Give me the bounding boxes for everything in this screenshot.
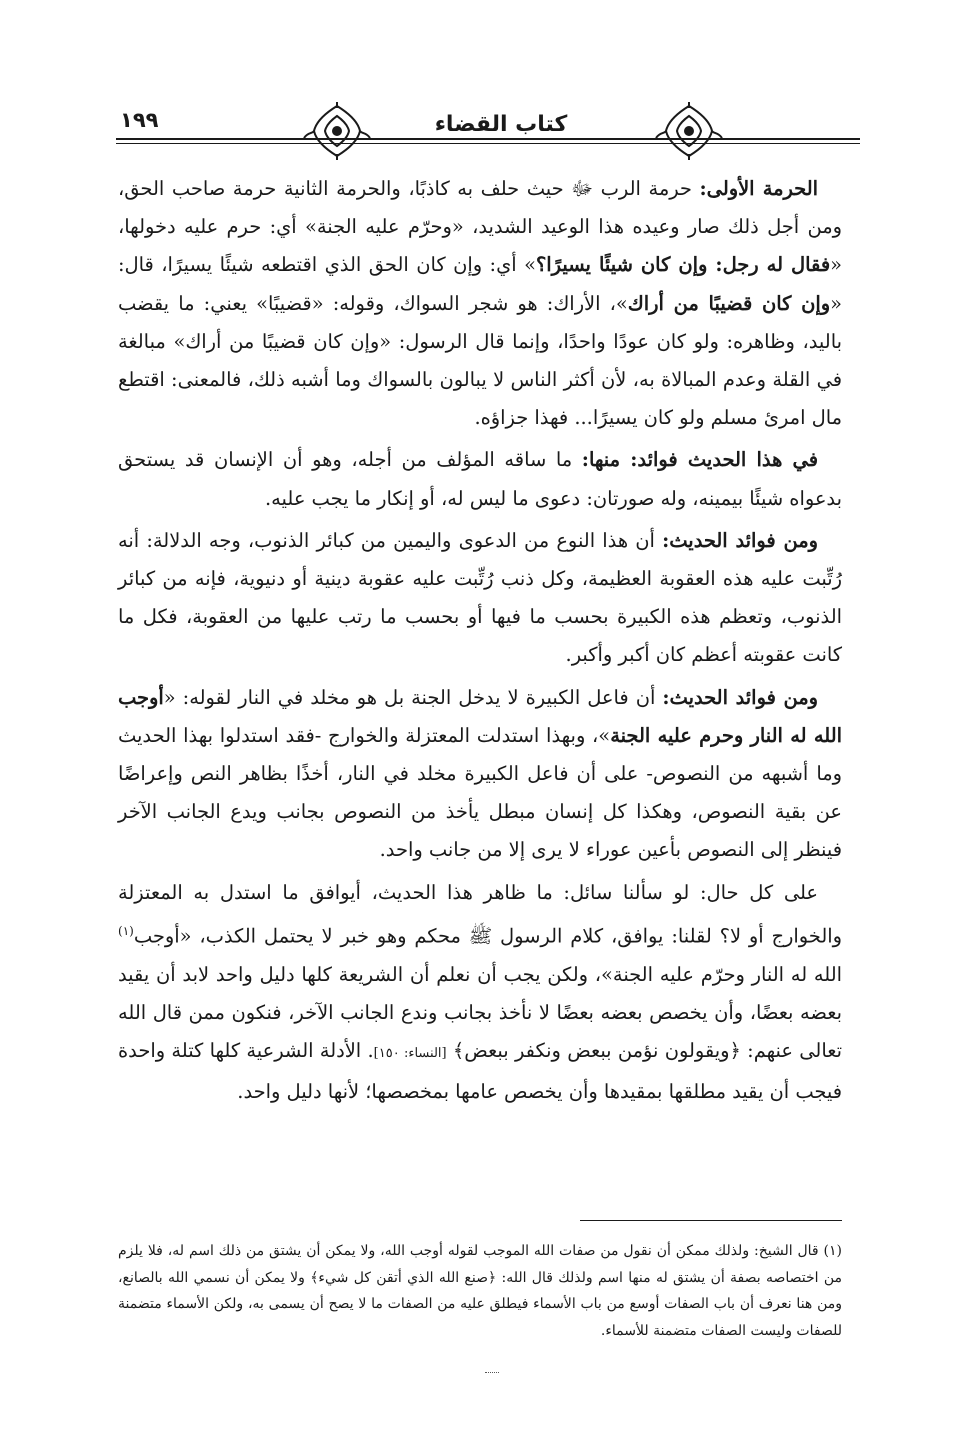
- paragraph-text: حرمة الرب ﷻ حيث حلف به كاذبًا، والحرمة الثانية حرمة صاحب الحق، ومن أجل ذلك صار وعيده هذا الوعيد الشديد، «وحرّم عليه الجنة» أي: حرم عليه دخولها، «: [118, 177, 842, 277]
- quran-reference: [النساء: ١٥٠]: [373, 1045, 447, 1061]
- paragraph-lead: ومن فوائد الحديث:: [662, 685, 818, 709]
- footnotes: [118, 1238, 842, 1344]
- page-bottom-mark: [485, 1372, 499, 1375]
- main-text: [118, 170, 842, 1115]
- paragraph-text: » أي: وإن كان الحق الذي اقتطعه شيئًا يسيرًا، قال: «: [118, 253, 842, 315]
- paragraph-text: الله له النار وحرّم عليه الجنة»، ولكن يجب أن نعلم أن الشريعة كلها دليل واحد لابد أن يقيد بعضه بعضًا، وأن يخصص بعضه بعضًا لا نأخذ بجانب وندع الجانب الآخر، فنكون ممن قال الله تعالى عنهم: ﴿ويقولون نؤمن ببعض ونكفر ببعض﴾: [118, 962, 843, 1062]
- paragraph-lead: في هذا الحديث فوائد: منها:: [581, 448, 818, 472]
- paragraph: [118, 170, 842, 437]
- paragraph-text: أن هذا النوع من الدعوى واليمين من كبائر الذنوب، وجه الدلالة: أنه رُتِّبت عليه هذه العقوبة العظيمة، وكل ذنب رُتِّبت عليه عقوبة دينية أو دنيوية، فإنه من كبائر الذنوب، وتعظم هذه الكبيرة بحسب ما فيها أو بحسب ما رتب عليها من العقوبة، فكل ما كانت عقوبته أعظم كان أكبر وأكبر.: [118, 528, 842, 667]
- paragraph-lead: الحرمة الأولى:: [699, 177, 818, 200]
- paragraph-text: »، وبهذا استدلت المعتزلة والخوارج -فقد استدلوا بهذا الحديث وما أشبهه من النصوص- على أن فاعل الكبيرة مخلد في النار، أخذًا بظاهر النص وإعراضًا عن بقية النصوص، وهكذا كل إنسان مبطل يأخذ من النصوص بجانب ويدع الجانب الآخر فينظر إلى النصوص بأعين عوراء لا يرى إلا من جانب واحد.: [118, 723, 842, 862]
- hadith-quote: وإن كان قضيبًا من أراك: [627, 291, 831, 315]
- paragraph: [118, 874, 842, 1112]
- paragraph-text: على كل حال: لو سألنا سائل: ما ظاهر هذا الحديث، أيوافق ما استدل به المعتزلة والخوارج أو لا؟ لقلنا: يوافق، كلام الرسول ﷺ محكم وهو خبر لا يحتمل الكذب، «أوجب: [118, 880, 842, 948]
- paragraph-text: أن فاعل الكبيرة لا يدخل الجنة بل هو مخلد في النار لقوله: «: [163, 685, 663, 709]
- floral-ornament-icon: [302, 100, 372, 162]
- footnote: [118, 1238, 842, 1344]
- header-rule-thin: [116, 143, 860, 144]
- footnote-marker[interactable]: (١): [118, 923, 134, 938]
- paragraph-lead: ومن فوائد الحديث:: [662, 528, 818, 552]
- paragraph: [118, 522, 842, 675]
- hadith-quote: أوجب الله له النار وحرم عليه الجنة: [118, 685, 842, 747]
- floral-ornament-icon: [654, 100, 724, 162]
- page-header: [116, 100, 860, 162]
- page-number: ١٩٩: [116, 108, 162, 132]
- footnote-number: (١): [823, 1243, 842, 1259]
- paragraph: [118, 679, 842, 870]
- paragraph-text: . الأدلة الشرعية كلها كتلة واحدة فيجب أن يقيد مطلقها بمقيدها وأن يخصص عامها بمخصصها؛ لأنها دليل واحد.: [118, 1038, 842, 1104]
- paragraph-text: »، الأراك: هو شجر السواك، وقوله: «قضيبًا» يعني: ما يقضب باليد، وظاهره: ولو كان عودًا واحدًا، وإنما قال الرسول: «وإن كان قضيبًا من أراك» مبالغة في القلة وعدم المبالاة به، لأن أكثر الناس لا يبالون بالسواك وما أشبه ذلك، فالمعنى: اقتطع مال امرئ مسلم ولو كان يسيرًا... فهذا جزاؤه.: [118, 291, 842, 430]
- footnote-rule: [580, 1220, 842, 1221]
- footnote-text: قال الشيخ: ولذلك ممكن أن نقول من صفات الله الموجب لقوله أوجب الله، ولا يمكن أن يشتق من ذلك اسم له، فلا يلزم من اختصاصه بصفة أن يشتق له منها اسم ولذلك قال الله: ﴿صنع الله الذي أتقن كل شيء﴾ ولا يمكن أن نسمي الله بالصانع، ومن هنا نعرف أن باب الصفات أوسع من باب الأسماء فيطلق عليه من الصفات ما لا يصح أن يسمى به، ولكن الأسماء متضمنة للصفات وليست الصفات متضمنة للأسماء.: [118, 1243, 842, 1339]
- header-rule: [116, 138, 860, 140]
- paragraph-text: ما ساقه المؤلف من أجله، وهو أن الإنسان قد يستحق بدعواه شيئًا بيمينه، وله صورتان: دعوى ما ليس له، أو إنكار ما يجب عليه.: [118, 448, 842, 510]
- paragraph: [118, 441, 842, 517]
- hadith-quote: فقال له رجل: وإن كان شيئًا يسيرًا؟: [536, 253, 831, 277]
- running-title: كتاب القضاء: [426, 112, 576, 137]
